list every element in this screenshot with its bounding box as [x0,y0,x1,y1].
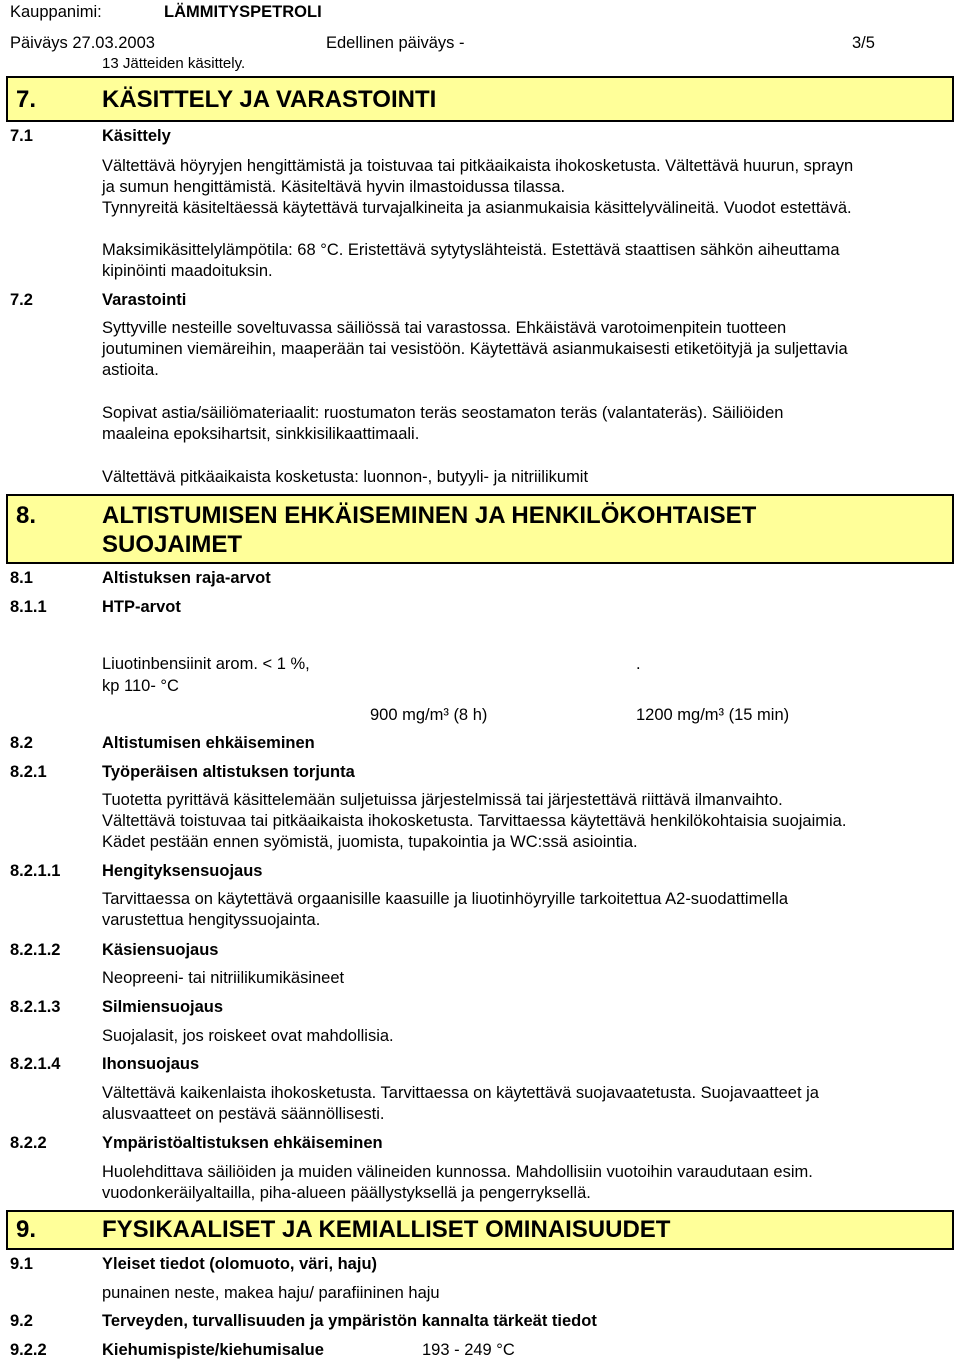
section-9-title: FYSIKAALISET JA KEMIALLISET OMINAISUUDET [102,1216,671,1243]
paragraph-line: Vältettävä höyryjen hengittämistä ja toistuvaa tai pitkäaikaista ihokosketusta. Vältettävä huurun, sprayn [102,157,854,175]
paragraph-line: Kädet pestään ennen syömistä, juomista, tupakointia ja WC:ssä asiointia. [102,833,638,852]
section-7-1-title: Käsittely [102,127,171,145]
section-8-1-number: 8.1 [10,569,33,587]
company-label: Kauppanimi: [10,3,102,21]
htp-15min-value: 1200 mg/m³ (15 min) [636,706,790,724]
section-7-number: 7. [16,86,37,113]
section-9-2-title: Terveyden, turvallisuuden ja ympäristön kannalta tärkeät tiedot [102,1312,597,1330]
section-8-2-title: Altistumisen ehkäiseminen [102,734,315,752]
htp-substance-line-2: kp 110- °C [102,677,179,695]
section-8-2-1-2-title: Käsiensuojaus [102,941,219,959]
section-9-2-2-number: 9.2.2 [10,1341,47,1359]
paragraph-line: Neopreeni- tai nitriilikumikäsineet [102,969,345,987]
previous-date-label: Edellinen päiväys - [326,34,465,52]
section-7-heading-band [6,76,954,122]
section-8-2-1-4-number: 8.2.1.4 [10,1055,61,1073]
section-8-title-line-2: SUOJAIMET [102,531,243,558]
paragraph-line: Syttyville nesteille soveltuvassa säiliössä tai varastossa. Ehkäistävä varotoimenpitein tuotteen [102,319,787,337]
section-8-2-1-title: Työperäisen altistuksen torjunta [102,763,355,781]
section-7-2-paragraph-2 [102,403,952,445]
section-8-2-1-1-title: Hengityksensuojaus [102,862,263,880]
section-8-2-1-2-number: 8.2.1.2 [10,941,61,959]
section-8-2-1-4-title: Ihonsuojaus [102,1055,200,1073]
section-9-heading-band [6,1210,954,1250]
section-8-2-1-3-number: 8.2.1.3 [10,998,61,1016]
section-9-1-number: 9.1 [10,1255,33,1273]
continued-note: 13 Jätteiden käsittely. [102,55,246,72]
paragraph-line: joutuminen viemäreihin, maaperään tai vesistöön. Käytettävä asianmukaisesti etiketöityjä ja suljettavia [102,340,848,359]
section-8-2-1-2-paragraph [102,968,952,989]
section-8-2-2-title: Ympäristöaltistuksen ehkäiseminen [102,1134,383,1152]
paragraph-line: ja sumun hengittämistä. Käsiteltävä hyvin ilmastoidussa tilassa. [102,178,566,197]
paragraph-line: Tarvittaessa on käytettävä orgaanisille kaasuille ja liuotinhöyryille tarkoitettua A2-suodattimella [102,890,789,908]
section-8-1-1-number: 8.1.1 [10,598,47,616]
section-7-1-paragraph-2 [102,240,952,282]
paragraph-line: Sopivat astia/säiliömateriaalit: ruostumaton teräs seostamaton teräs (valantateräs). Säiliöiden [102,404,784,422]
paragraph-line: varustettua hengityssuojainta. [102,911,321,930]
paragraph-line: Tuotetta pyrittävä käsittelemään suljetuissa järjestelmissä tai järjestettävä riittävä ilmanvaihto. [102,791,783,809]
section-8-2-1-1-number: 8.2.1.1 [10,862,61,880]
paragraph-line: alusvaatteet on pestävä säännöllisesti. [102,1105,385,1124]
htp-8h-value: 900 mg/m³ (8 h) [370,706,488,724]
section-9-2-2-value: 193 - 249 °C [422,1341,515,1359]
paragraph-line: Tynnyreitä käsiteltäessä käytettävä turvajalkineita ja asianmukaisia käsittelyvälineitä. Vuodot estettävä. [102,199,852,218]
paragraph-line: kipinöinti maadoituksin. [102,262,273,281]
paragraph-line: Huolehdittava säiliöiden ja muiden välineiden kunnossa. Mahdollisiin vuotoihin varaudutaan esim. [102,1163,813,1181]
section-7-1-paragraph-1 [102,156,952,220]
paragraph-line: vuodonkeräilyaltailla, piha-alueen päällystyksellä ja pengerryksellä. [102,1184,591,1203]
section-8-heading-band [6,494,954,564]
section-7-2-paragraph-1 [102,318,952,382]
section-8-title-line-1: ALTISTUMISEN EHKÄISEMINEN JA HENKILÖKOHTAISET [102,502,757,529]
section-8-2-1-4-paragraph [102,1083,952,1125]
section-8-2-2-paragraph [102,1162,952,1204]
section-9-1-paragraph: punainen neste, makea haju/ parafiininen haju [102,1284,440,1302]
section-7-1-number: 7.1 [10,127,33,145]
company-name: LÄMMITYSPETROLI [164,3,322,21]
paragraph-line: Suojalasit, jos roiskeet ovat mahdollisia. [102,1027,394,1045]
section-9-2-2-title: Kiehumispiste/kiehumisalue [102,1341,324,1359]
section-7-2-number: 7.2 [10,291,33,309]
section-9-2-number: 9.2 [10,1312,33,1330]
section-8-2-2-number: 8.2.2 [10,1134,47,1152]
section-8-1-1-title: HTP-arvot [102,598,181,616]
page-number: 3/5 [852,34,875,52]
section-7-2-paragraph-3 [102,467,952,488]
paragraph-line: astioita. [102,361,159,380]
section-8-2-1-3-paragraph [102,1026,952,1047]
section-8-2-1-1-paragraph [102,889,952,931]
section-8-2-1-paragraph [102,790,952,854]
section-7-title: KÄSITTELY JA VARASTOINTI [102,86,437,113]
htp-substance-line-1: Liuotinbensiinit arom. < 1 %, [102,655,310,673]
section-8-number: 8. [16,502,37,529]
section-8-2-number: 8.2 [10,734,33,752]
paragraph-line: Vältettävä pitkäaikaista kosketusta: luonnon-, butyyli- ja nitriilikumit [102,468,589,486]
paragraph-line: maaleina epoksihartsit, sinkkisilikaattimaali. [102,425,420,444]
htp-dot: . [636,655,641,673]
paragraph-line: Vältettävä toistuvaa tai pitkäaikaista ihokosketusta. Tarvittaessa käytettävä henkilökohtaisia suojaimia. [102,812,847,831]
section-9-1-title: Yleiset tiedot (olomuoto, väri, haju) [102,1255,378,1273]
section-8-2-1-3-title: Silmiensuojaus [102,998,224,1016]
date-label: Päiväys 27.03.2003 [10,34,155,52]
section-8-1-title: Altistuksen raja-arvot [102,569,271,587]
section-7-2-title: Varastointi [102,291,187,309]
section-8-2-1-number: 8.2.1 [10,763,47,781]
paragraph-line: Vältettävä kaikenlaista ihokosketusta. Tarvittaessa on käytettävä suojavaatetusta. Suojavaatteet ja [102,1084,819,1102]
paragraph-line: Maksimikäsittelylämpötila: 68 °C. Eristettävä sytytyslähteistä. Estettävä staattisen sähkön aiheuttama [102,241,840,259]
section-9-number: 9. [16,1216,37,1243]
